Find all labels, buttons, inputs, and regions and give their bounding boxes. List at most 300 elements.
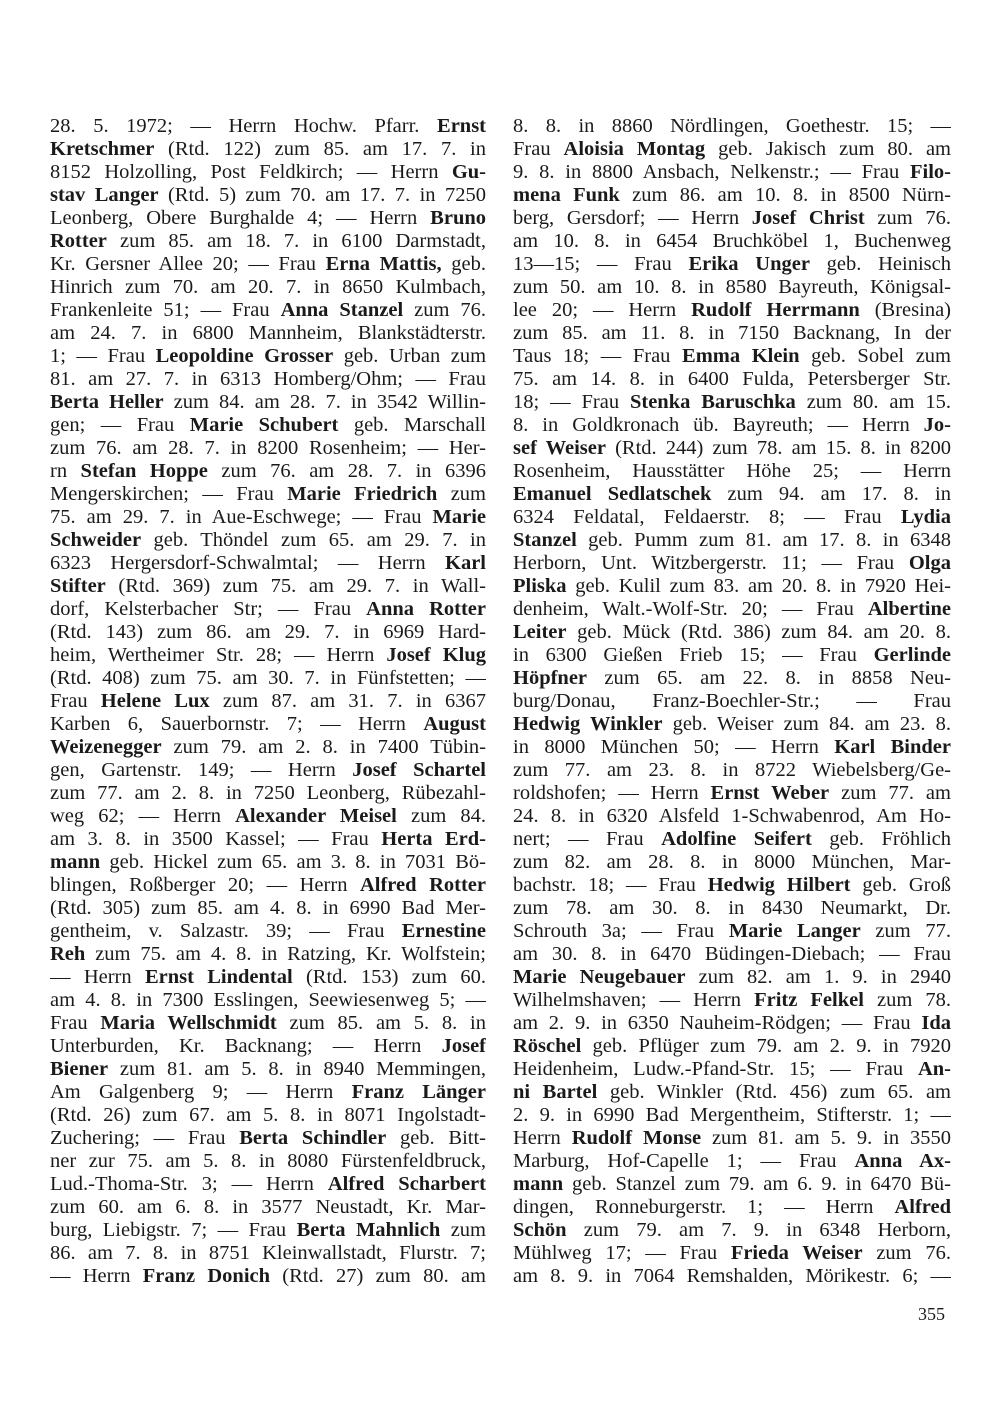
text-line: [513, 1173, 951, 1196]
text-segment: in 6300 Gießen Frieb 15; — Frau: [513, 644, 874, 666]
person-name: Karl: [445, 552, 486, 574]
text-line: [50, 230, 486, 253]
text-line: [50, 1265, 486, 1288]
text-line: [50, 644, 486, 667]
text-line: [50, 552, 486, 575]
person-name: Erna Mattis,: [325, 253, 442, 275]
person-name: Anna Stanzel: [280, 299, 404, 321]
text-segment: (Rtd. 26) zum 67. am 5. 8. in 8071 Ingolstadt-: [50, 1104, 486, 1126]
person-name: Hedwig Winkler: [513, 713, 663, 735]
text-segment: Frau: [513, 138, 564, 160]
text-segment: geb. Sobel zum: [799, 345, 951, 367]
text-line: [513, 1127, 951, 1150]
text-line: [50, 207, 486, 230]
text-segment: zum 78.: [863, 989, 951, 1011]
text-segment: (Rtd. 369) zum 75. am 29. 7. in Wall-: [105, 575, 486, 597]
person-name: Alfred: [894, 1196, 951, 1218]
text-line: [50, 1242, 486, 1265]
person-name: mann: [513, 1173, 564, 1195]
text-segment: geb. Kulil zum 83. am 20. 8. in 7920 Hei-: [566, 575, 951, 597]
text-segment: zum 81. am 5. 8. in 8940 Memmingen,: [108, 1058, 486, 1080]
text-segment: Schrouth 3a; — Frau: [513, 920, 729, 942]
text-line: [513, 1012, 951, 1035]
text-line: [513, 874, 951, 897]
person-name: Stefan Hoppe: [80, 460, 208, 482]
text-line: [50, 966, 486, 989]
person-name: Aloisia Montag: [563, 138, 706, 160]
text-line: [50, 690, 486, 713]
text-line: [50, 437, 486, 460]
text-segment: zum 76.: [403, 299, 486, 321]
person-name: Ida: [921, 1012, 951, 1034]
text-line: [513, 460, 951, 483]
text-segment: geb. Pumm zum 81. am 17. 8. in 6348: [576, 529, 951, 551]
person-name: mena Funk: [513, 184, 620, 206]
person-name: Marie Neugebauer: [513, 966, 686, 988]
text-line: [50, 184, 486, 207]
text-segment: geb. Winkler (Rtd. 456) zum 65. am: [597, 1081, 951, 1103]
text-segment: Karben 6, Sauerbornstr. 7; — Herrn: [50, 713, 424, 735]
text-segment: 8. 8. in 8860 Nördlingen, Goethestr. 15; —: [513, 115, 951, 137]
person-name: Emanuel Sedlatschek: [513, 483, 712, 505]
text-line: [513, 805, 951, 828]
person-name: Ernst Weber: [710, 782, 830, 804]
person-name: Filo-: [910, 161, 951, 183]
person-name: Josef: [441, 1035, 486, 1057]
text-line: [513, 989, 951, 1012]
text-segment: geb. Heinisch: [809, 253, 951, 275]
text-line: [50, 874, 486, 897]
text-line: [513, 713, 951, 736]
text-line: [513, 161, 951, 184]
text-segment: gentheim, v. Salzastr. 39; — Frau: [50, 920, 402, 942]
person-name: An-: [917, 1058, 951, 1080]
text-line: [513, 184, 951, 207]
text-segment: zum 76. am 28. 7. in 8200 Rosenheim; — Her-: [50, 437, 486, 459]
text-segment: 6323 Hergersdorf-Schwalmtal; — Herrn: [50, 552, 445, 574]
text-segment: 75. am 14. 8. in 6400 Fulda, Petersberger Str.: [513, 368, 951, 390]
person-name: Gu-: [451, 161, 486, 183]
text-segment: geb. Groß: [850, 874, 951, 896]
person-name: mann: [50, 851, 101, 873]
person-name: Anna Rotter: [366, 598, 486, 620]
text-segment: 24. 8. in 6320 Alsfeld 1-Schwabenrod, Am Ho-: [513, 805, 951, 827]
text-line: [513, 368, 951, 391]
text-segment: geb. Mück (Rtd. 386) zum 84. am 20. 8.: [566, 621, 951, 643]
person-name: Franz Donich: [142, 1265, 271, 1287]
person-name: Jo-: [923, 414, 951, 436]
text-segment: zum 77. am: [829, 782, 951, 804]
text-segment: zum 79. am 2. 8. in 7400 Tübin-: [161, 736, 486, 758]
text-segment: Marburg, Hof-Capelle 1; — Frau: [513, 1150, 855, 1172]
text-line: [50, 1150, 486, 1173]
text-segment: zum 50. am 10. 8. in 8580 Bayreuth, Königsal-: [513, 276, 951, 298]
text-segment: zum 77. am 23. 8. in 8722 Wiebelsberg/Ge-: [513, 759, 951, 781]
text-line: [513, 598, 951, 621]
text-line: [513, 1196, 951, 1219]
text-line: [513, 345, 951, 368]
text-line: [50, 1104, 486, 1127]
text-segment: geb. Weiser zum 84. am 23. 8.: [662, 713, 951, 735]
text-segment: zum 82. am 1. 9. in 2940: [685, 966, 951, 988]
text-segment: heim, Wertheimer Str. 28; — Herrn: [50, 644, 387, 666]
text-segment: zum: [440, 1219, 486, 1241]
person-name: Gerlinde: [873, 644, 951, 666]
text-segment: Wilhelmshaven; — Herrn: [513, 989, 755, 1011]
text-segment: gen; — Frau: [50, 414, 190, 436]
person-name: Biener: [50, 1058, 109, 1080]
text-line: [50, 1196, 486, 1219]
text-segment: zum 60. am 6. 8. in 3577 Neustadt, Kr. Mar-: [50, 1196, 486, 1218]
text-segment: (Bresina): [859, 299, 951, 321]
text-segment: zum 76.: [864, 207, 951, 229]
text-line: [513, 759, 951, 782]
person-name: Alfred Rotter: [359, 874, 486, 896]
text-line: [513, 207, 951, 230]
text-line: [513, 897, 951, 920]
person-name: Marie Friedrich: [287, 483, 438, 505]
text-segment: am 2. 9. in 6350 Nauheim-Rödgen; — Frau: [513, 1012, 922, 1034]
text-line: [50, 759, 486, 782]
text-segment: zum 81. am 5. 9. in 3550: [701, 1127, 951, 1149]
text-segment: geb. Urban zum: [333, 345, 486, 367]
text-segment: lee 20; — Herrn: [513, 299, 692, 321]
text-segment: zum 75. am 4. 8. in Ratzing, Kr. Wolfstein;: [85, 943, 486, 965]
text-segment: Rosenheim, Hausstätter Höhe 25; — Herrn: [513, 460, 951, 482]
person-name: Marie: [432, 506, 486, 528]
text-line: [513, 483, 951, 506]
text-line: [50, 943, 486, 966]
text-line: [513, 1265, 951, 1288]
text-segment: (Rtd. 244) zum 78. am 15. 8. in 8200: [605, 437, 951, 459]
person-name: ni Bartel: [513, 1081, 598, 1103]
person-name: Olga: [908, 552, 951, 574]
text-line: [513, 230, 951, 253]
text-segment: Frankenleite 51; — Frau: [50, 299, 281, 321]
text-segment: Taus 18; — Frau: [513, 345, 683, 367]
text-segment: denheim, Walt.-Wolf-Str. 20; — Frau: [513, 598, 868, 620]
text-segment: am 4. 8. in 7300 Esslingen, Seewiesenweg 5; —: [50, 989, 486, 1011]
text-line: [513, 322, 951, 345]
text-line: [50, 115, 486, 138]
person-name: Josef Klug: [386, 644, 486, 666]
person-name: Stanzel: [513, 529, 577, 551]
text-segment: 8. in Goldkronach üb. Bayreuth; — Herrn: [513, 414, 924, 436]
text-segment: zum: [437, 483, 486, 505]
person-name: Rudolf Herrmann: [691, 299, 860, 321]
person-name: Schweider: [50, 529, 142, 551]
text-segment: Hinrich zum 70. am 20. 7. in 8650 Kulmbach,: [50, 276, 486, 298]
person-name: Pliska: [513, 575, 567, 597]
text-line: [513, 506, 951, 529]
text-line: [50, 851, 486, 874]
person-name: sef Weiser: [513, 437, 606, 459]
text-segment: 9. 8. in 8800 Ansbach, Nelkenstr.; — Frau: [513, 161, 910, 183]
text-segment: geb. Bitt-: [386, 1127, 486, 1149]
text-segment: zum 84. am 28. 7. in 3542 Willin-: [163, 391, 486, 413]
text-line: [513, 828, 951, 851]
text-segment: geb. Thöndel zum 65. am 29. 7. in: [141, 529, 486, 551]
text-line: [513, 644, 951, 667]
person-name: Josef Christ: [751, 207, 865, 229]
person-name: Schön: [513, 1219, 567, 1241]
person-name: stav Langer: [50, 184, 159, 206]
text-line: [513, 1242, 951, 1265]
text-segment: 18; — Frau: [513, 391, 630, 413]
person-name: Ernst Lindental: [144, 966, 293, 988]
text-segment: zum 86. am 10. 8. in 8500 Nürn-: [619, 184, 951, 206]
person-name: Fritz Felkel: [754, 989, 864, 1011]
text-segment: (Rtd. 143) zum 86. am 29. 7. in 6969 Hard-: [50, 621, 486, 643]
person-name: Röschel: [513, 1035, 582, 1057]
text-line: [50, 1012, 486, 1035]
text-segment: zum 82. am 28. 8. in 8000 München, Mar-: [513, 851, 951, 873]
text-segment: geb. Pflüger zum 79. am 2. 9. in 7920: [581, 1035, 951, 1057]
text-segment: zum 87. am 31. 7. in 6367: [209, 690, 486, 712]
text-segment: zum 78. am 30. 8. in 8430 Neumarkt, Dr.: [513, 897, 951, 919]
person-name: Kretschmer: [50, 138, 155, 160]
text-line: [513, 621, 951, 644]
person-name: Josef Schartel: [352, 759, 486, 781]
text-segment: Unterburden, Kr. Backnang; — Herrn: [50, 1035, 442, 1057]
text-line: [513, 690, 951, 713]
text-line: [513, 1058, 951, 1081]
text-column-left: [50, 115, 486, 1288]
text-line: [50, 598, 486, 621]
person-name: Albertine: [867, 598, 951, 620]
text-segment: 2. 9. in 6990 Bad Mergentheim, Stifterstr. 1; —: [513, 1104, 951, 1126]
text-line: [50, 1035, 486, 1058]
text-line: [50, 138, 486, 161]
text-line: [513, 1150, 951, 1173]
text-segment: weg 62; — Herrn: [50, 805, 236, 827]
person-name: Rudolf Monse: [571, 1127, 702, 1149]
text-line: [513, 667, 951, 690]
text-segment: dorf, Kelsterbacher Str; — Frau: [50, 598, 367, 620]
text-segment: zum 85. am 11. 8. in 7150 Backnang, In der: [513, 322, 951, 344]
text-line: [513, 736, 951, 759]
text-segment: (Rtd. 153) zum 60.: [292, 966, 486, 988]
person-name: Marie Schubert: [189, 414, 339, 436]
person-name: Helene Lux: [100, 690, 210, 712]
text-segment: (Rtd. 305) zum 85. am 4. 8. in 6990 Bad Mer-: [50, 897, 486, 919]
text-segment: Lud.-Thoma-Str. 3; — Herrn: [50, 1173, 328, 1195]
text-segment: Frau: [50, 1012, 101, 1034]
text-line: [513, 1104, 951, 1127]
text-segment: (Rtd. 27) zum 80. am: [270, 1265, 486, 1287]
text-line: [50, 828, 486, 851]
text-segment: geb. Stanzel zum 79. am 6. 9. in 6470 Bü-: [563, 1173, 951, 1195]
text-segment: 6324 Feldatal, Feldaerstr. 8; — Frau: [513, 506, 901, 528]
text-segment: ner zur 75. am 5. 8. in 8080 Fürstenfeldbruck,: [50, 1150, 486, 1172]
text-line: [513, 299, 951, 322]
text-segment: (Rtd. 122) zum 85. am 17. 7. in: [154, 138, 486, 160]
text-line: [50, 1081, 486, 1104]
text-segment: 13—15; — Frau: [513, 253, 689, 275]
text-segment: 28. 5. 1972; — Herrn Hochw. Pfarr.: [50, 115, 438, 137]
text-segment: Zuchering; — Frau: [50, 1127, 240, 1149]
person-name: Ernst: [437, 115, 486, 137]
person-name: Lydia: [900, 506, 951, 528]
text-line: [50, 253, 486, 276]
text-segment: Kr. Gersner Allee 20; — Frau: [50, 253, 326, 275]
person-name: Maria Wellschmidt: [100, 1012, 277, 1034]
text-segment: zum 94. am 17. 8. in: [711, 483, 951, 505]
text-segment: dingen, Ronneburgerstr. 1; — Herrn: [513, 1196, 895, 1218]
text-segment: geb. Hickel zum 65. am 3. 8. in 7031 Bö-: [100, 851, 486, 873]
person-name: Leopoldine Grosser: [155, 345, 334, 367]
text-line: [50, 1219, 486, 1242]
text-segment: Frau: [50, 690, 101, 712]
text-segment: am 3. 8. in 3500 Kassel; — Frau: [50, 828, 382, 850]
text-segment: geb. Fröhlich: [811, 828, 951, 850]
person-name: Adolfine Seifert: [661, 828, 812, 850]
text-segment: geb. Jakisch zum 80. am: [705, 138, 951, 160]
text-line: [513, 529, 951, 552]
text-segment: zum 84.: [396, 805, 486, 827]
person-name: Reh: [50, 943, 86, 965]
text-segment: (Rtd. 5) zum 70. am 17. 7. in 7250: [158, 184, 486, 206]
text-segment: zum 80. am 15.: [795, 391, 951, 413]
text-segment: Heidenheim, Ludw.-Pfand-Str. 15; — Frau: [513, 1058, 918, 1080]
text-line: [50, 1173, 486, 1196]
person-name: Alexander Meisel: [235, 805, 397, 827]
text-line: [50, 621, 486, 644]
text-segment: in 8000 München 50; — Herrn: [513, 736, 835, 758]
text-segment: zum 79. am 7. 9. in 6348 Herborn,: [566, 1219, 951, 1241]
text-line: [513, 575, 951, 598]
text-segment: Am Galgenberg 9; — Herrn: [50, 1081, 352, 1103]
person-name: Stifter: [50, 575, 106, 597]
text-column-right: [513, 115, 951, 1288]
text-line: [513, 1219, 951, 1242]
text-segment: Mühlweg 17; — Frau: [513, 1242, 731, 1264]
text-line: [513, 943, 951, 966]
text-line: [50, 276, 486, 299]
text-segment: zum 65. am 22. 8. in 8858 Neu-: [587, 667, 951, 689]
person-name: Stenka Baruschka: [629, 391, 796, 413]
text-segment: gen, Gartenstr. 149; — Herrn: [50, 759, 353, 781]
text-segment: Mengerskirchen; — Frau: [50, 483, 288, 505]
text-segment: zum 77.: [860, 920, 951, 942]
person-name: Berta Heller: [50, 391, 164, 413]
text-line: [50, 736, 486, 759]
person-name: Alfred Scharbert: [327, 1173, 486, 1195]
person-name: Frieda Weiser: [730, 1242, 863, 1264]
text-segment: Herborn, Unt. Witzbergerstr. 11; — Frau: [513, 552, 909, 574]
text-line: [513, 391, 951, 414]
text-segment: blingen, Roßberger 20; — Herrn: [50, 874, 360, 896]
text-segment: am 24. 7. in 6800 Mannheim, Blankstädterstr.: [50, 322, 486, 344]
person-name: Bruno: [430, 207, 486, 229]
text-segment: zum 85. am 18. 7. in 6100 Darmstadt,: [106, 230, 486, 252]
text-line: [513, 851, 951, 874]
text-segment: — Herrn: [50, 966, 145, 988]
text-segment: zum 76.: [862, 1242, 951, 1264]
text-segment: (Rtd. 408) zum 75. am 30. 7. in Fünfstetten; —: [50, 667, 486, 689]
text-segment: — Herrn: [50, 1265, 143, 1287]
person-name: Erika Unger: [688, 253, 810, 275]
person-name: Franz Länger: [351, 1081, 486, 1103]
person-name: Rotter: [50, 230, 107, 252]
text-line: [50, 483, 486, 506]
text-segment: am 10. 8. in 6454 Bruchköbel 1, Buchenweg: [513, 230, 951, 252]
person-name: Berta Mahnlich: [296, 1219, 441, 1241]
text-line: [513, 782, 951, 805]
person-name: Anna Ax-: [854, 1150, 951, 1172]
text-line: [513, 138, 951, 161]
text-line: [50, 414, 486, 437]
text-line: [513, 1081, 951, 1104]
text-line: [50, 1127, 486, 1150]
text-line: [513, 552, 951, 575]
text-segment: 81. am 27. 7. in 6313 Homberg/Ohm; — Frau: [50, 368, 486, 390]
text-segment: geb.: [441, 253, 486, 275]
text-segment: zum 77. am 2. 8. in 7250 Leonberg, Rübezahl-: [50, 782, 486, 804]
person-name: Höpfner: [513, 667, 588, 689]
text-segment: Herrn: [513, 1127, 572, 1149]
person-name: Ernestine: [401, 920, 486, 942]
text-line: [50, 506, 486, 529]
person-name: Leiter: [513, 621, 567, 643]
text-line: [50, 575, 486, 598]
text-line: [513, 276, 951, 299]
person-name: August: [423, 713, 486, 735]
person-name: Herta Erd-: [381, 828, 486, 850]
text-line: [50, 345, 486, 368]
text-segment: rn: [50, 460, 81, 482]
text-line: [513, 437, 951, 460]
text-line: [513, 920, 951, 943]
text-line: [50, 299, 486, 322]
text-line: [513, 115, 951, 138]
text-segment: 8152 Holzolling, Post Feldkirch; — Herrn: [50, 161, 452, 183]
text-segment: 75. am 29. 7. in Aue-Eschwege; — Frau: [50, 506, 433, 528]
text-segment: roldshofen; — Herrn: [513, 782, 711, 804]
text-line: [50, 782, 486, 805]
text-line: [513, 1035, 951, 1058]
text-line: [50, 989, 486, 1012]
person-name: Berta Schindler: [239, 1127, 387, 1149]
text-segment: burg, Liebigstr. 7; — Frau: [50, 1219, 297, 1241]
text-segment: geb. Marschall: [338, 414, 486, 436]
text-line: [50, 161, 486, 184]
text-line: [50, 368, 486, 391]
text-line: [513, 253, 951, 276]
text-line: [50, 460, 486, 483]
text-line: [50, 322, 486, 345]
text-segment: am 8. 9. in 7064 Remshalden, Mörikestr. 6; —: [513, 1265, 951, 1287]
person-name: Marie Langer: [728, 920, 861, 942]
text-segment: 86. am 7. 8. in 8751 Kleinwallstadt, Flurstr. 7;: [50, 1242, 486, 1264]
text-segment: zum 85. am 5. 8. in: [276, 1012, 486, 1034]
text-segment: burg/Donau, Franz-Boechler-Str.; — Frau: [513, 690, 951, 712]
text-line: [513, 414, 951, 437]
text-line: [513, 966, 951, 989]
text-line: [50, 805, 486, 828]
page-number: 355: [918, 1304, 945, 1324]
text-line: [50, 920, 486, 943]
text-segment: Leonberg, Obere Burghalde 4; — Herrn: [50, 207, 431, 229]
text-line: [50, 667, 486, 690]
person-name: Karl Binder: [834, 736, 951, 758]
text-segment: bachstr. 18; — Frau: [513, 874, 708, 896]
text-line: [50, 1058, 486, 1081]
text-segment: 1; — Frau: [50, 345, 156, 367]
text-line: [50, 391, 486, 414]
person-name: Weizenegger: [50, 736, 162, 758]
person-name: Hedwig Hilbert: [707, 874, 851, 896]
